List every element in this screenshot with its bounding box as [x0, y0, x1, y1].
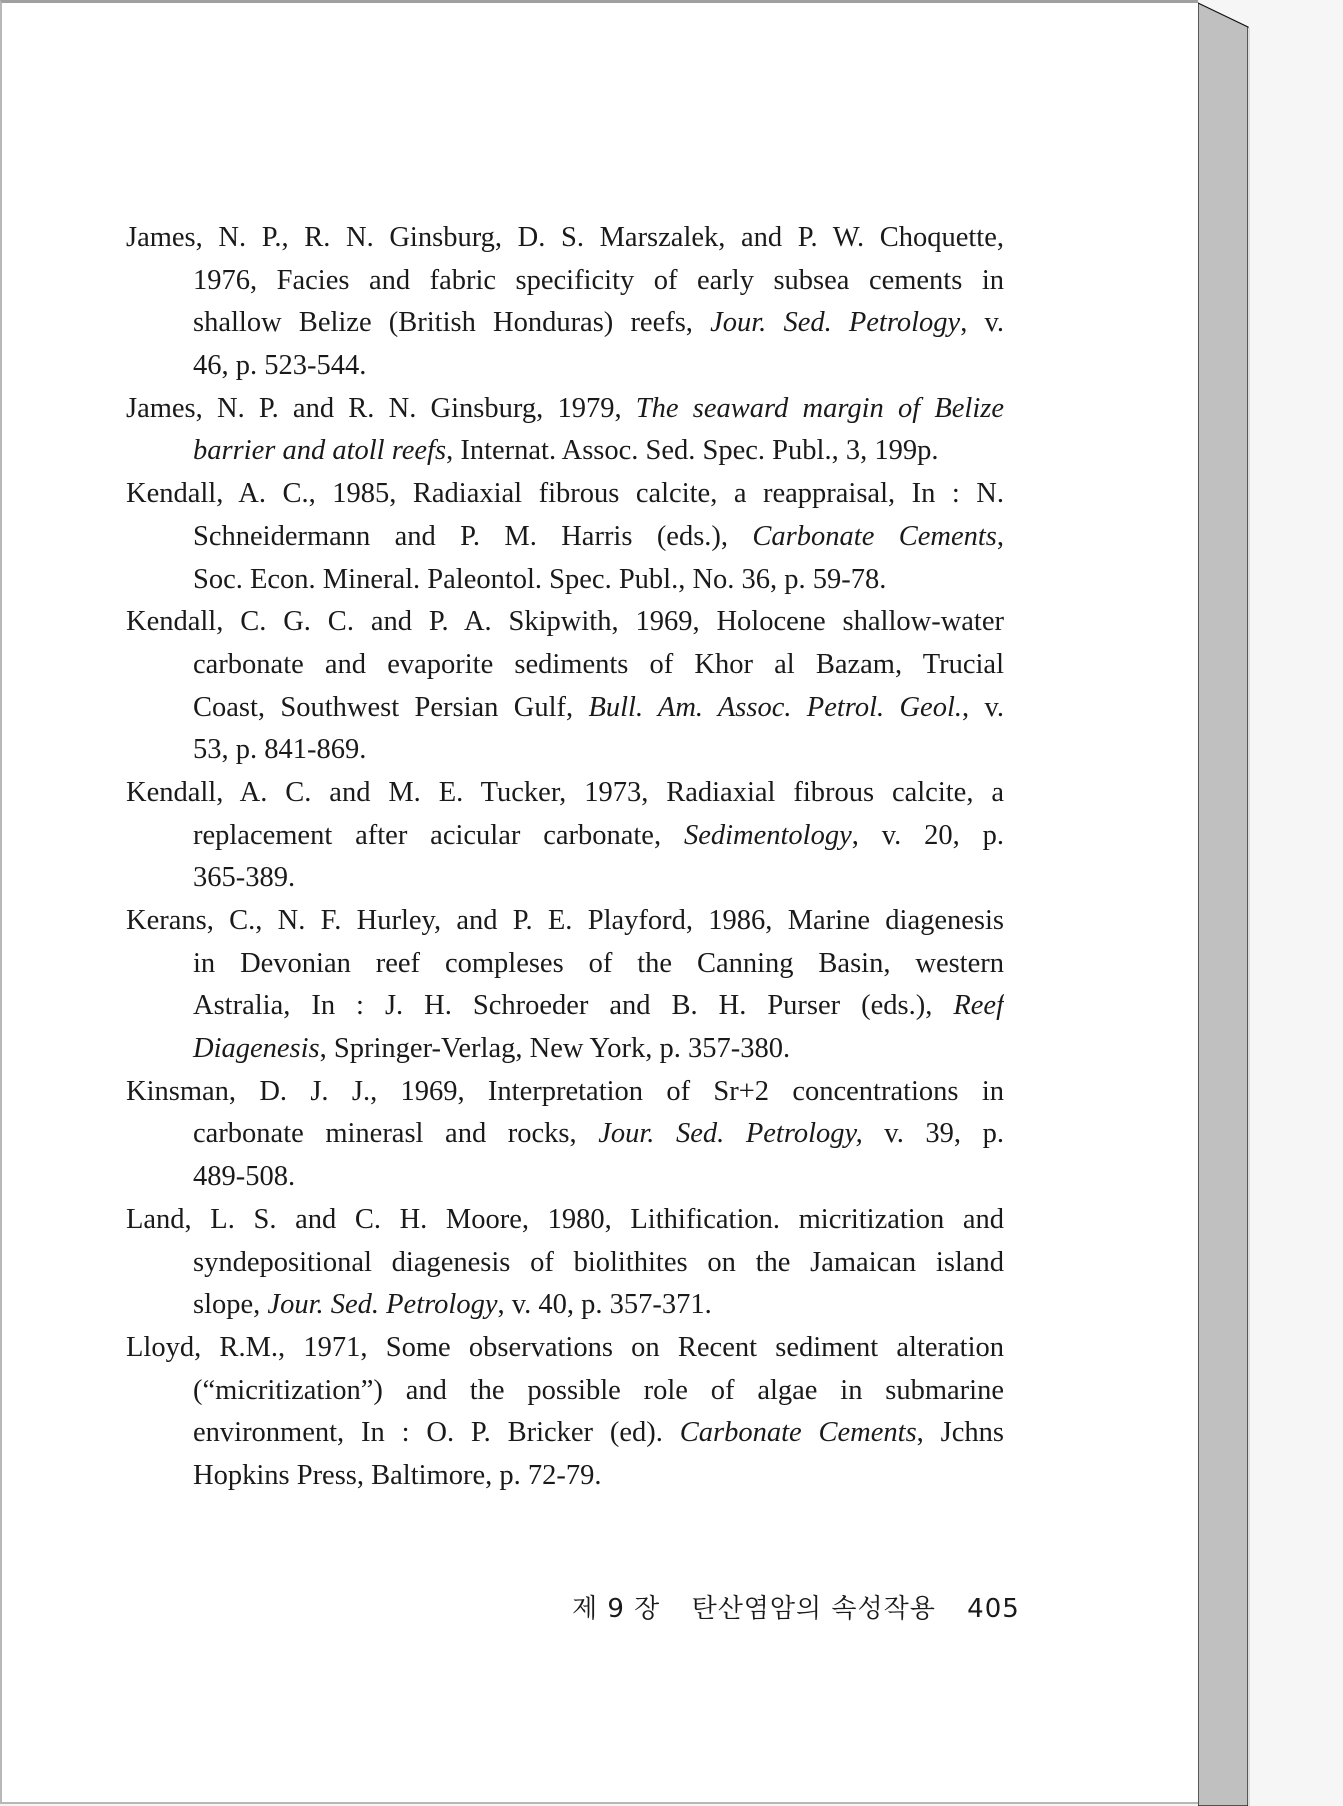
reference-text: (“micritization”) and the possible role of algae in submarine [193, 1374, 1004, 1406]
reference-line [126, 815, 1004, 858]
reference-text: Kinsman, D. J. J., 1969, Interpretation of Sr+2 concentrations in [126, 1075, 1004, 1107]
reference-line [126, 900, 1004, 943]
reference-line [126, 1242, 1004, 1285]
reference-text: , v. [960, 307, 1004, 339]
reference-text: in Devonian reef compleses of the Canning Basin, western [193, 947, 1004, 979]
reference-text: Kendall, C. G. C. and P. A. Skipwith, 1969, Holocene shallow-water [126, 606, 1004, 638]
reference-line [126, 345, 1004, 388]
reference-entry [126, 900, 1004, 1071]
italic-title: Diagenesis [193, 1033, 320, 1065]
reference-entry [126, 601, 1004, 772]
reference-text: , Internat. Assoc. Sed. Spec. Publ., 3, 199p. [446, 435, 939, 467]
reference-text: Astralia, In : J. H. Schroeder and B. H. Purser (eds.), [193, 990, 954, 1022]
italic-title: barrier and atoll reefs [193, 435, 447, 467]
reference-text: replacement after acicular carbonate, [193, 819, 684, 851]
reference-line [126, 644, 1004, 687]
page-edge-3d [1198, 0, 1258, 1806]
reference-line [126, 1071, 1004, 1114]
reference-line [126, 943, 1004, 986]
reference-text: 489-508. [193, 1161, 296, 1193]
reference-text: Schneidermann and P. M. Harris (eds.), [193, 520, 753, 552]
reference-text: 53, p. 841-869. [193, 734, 367, 766]
reference-text: Coast, Southwest Persian Gulf, [193, 691, 589, 723]
reference-line [126, 687, 1004, 730]
reference-line [126, 1327, 1004, 1370]
reference-line [126, 217, 1004, 260]
reference-text: Soc. Econ. Mineral. Paleontol. Spec. Publ., No. 36, p. 59-78. [193, 563, 887, 595]
reference-text: 365-389. [193, 862, 296, 894]
reference-line [126, 601, 1004, 644]
reference-line [126, 772, 1004, 815]
italic-title: Carbonate Cements [679, 1417, 917, 1449]
page-footer [572, 1588, 1042, 1625]
reference-line [126, 1370, 1004, 1413]
reference-line [126, 1412, 1004, 1455]
reference-text: Lloyd, R.M., 1971, Some observations on Recent sediment alteration [126, 1331, 1004, 1363]
reference-text: , Springer-Verlag, New York, p. 357-380. [319, 1033, 791, 1065]
reference-entry [126, 772, 1004, 900]
reference-text: slope, [193, 1289, 268, 1321]
reference-text: carbonate minerasl and rocks, [193, 1118, 599, 1150]
reference-line [126, 729, 1004, 772]
reference-text: 1976, Facies and fabric specificity of early subsea cements in [193, 264, 1004, 296]
reference-line [126, 260, 1004, 303]
reference-line [126, 430, 1004, 473]
italic-title: Jour. Sed. Petrology [710, 307, 961, 339]
chapter-title: 탄산염암의 속성작용 [691, 1594, 936, 1624]
reference-text: v. 39, p. [862, 1118, 1004, 1150]
reference-text: carbonate and evaporite sediments of Khor al Bazam, Trucial [193, 648, 1004, 680]
italic-title: The seaward margin of Belize [635, 392, 1004, 424]
reference-text: shallow Belize (British Honduras) reefs, [193, 307, 711, 339]
reference-text: , v. 40, p. 357-371. [497, 1289, 712, 1321]
reference-line [126, 1028, 1004, 1071]
reference-text: Hopkins Press, Baltimore, p. 72-79. [193, 1459, 602, 1491]
reference-text: , v. [962, 691, 1004, 723]
reference-text: Kendall, A. C. and M. E. Tucker, 1973, Radiaxial fibrous calcite, a [126, 776, 1004, 808]
reference-text: syndepositional diagenesis of biolithites on the Jamaican island [193, 1246, 1004, 1278]
reference-entry [126, 1199, 1004, 1327]
reference-text: , Jchns [916, 1417, 1004, 1449]
reference-line [126, 516, 1004, 559]
reference-line [126, 857, 1004, 900]
reference-line [126, 1199, 1004, 1242]
reference-text: Land, L. S. and C. H. Moore, 1980, Lithification. micritization and [126, 1203, 1004, 1235]
reference-entry [126, 1327, 1004, 1498]
reference-entry [126, 1071, 1004, 1199]
reference-text: Kerans, C., N. F. Hurley, and P. E. Playford, 1986, Marine diagenesis [126, 905, 1004, 936]
reference-entry [126, 388, 1004, 473]
reference-text: Kendall, A. C., 1985, Radiaxial fibrous calcite, a reappraisal, In : N. [126, 478, 1004, 510]
reference-text: , [996, 520, 1004, 552]
reference-line [126, 1284, 1004, 1327]
italic-title: Carbonate Cements [752, 520, 997, 552]
reference-text: environment, In : O. P. Bricker (ed). [193, 1417, 680, 1449]
reference-entry [126, 473, 1004, 601]
reference-text: , v. 20, p. [851, 819, 1004, 851]
reference-text: James, N. P. and R. N. Ginsburg, 1979, [126, 392, 636, 424]
reference-line [126, 1113, 1004, 1156]
reference-line [126, 985, 1004, 1028]
italic-title: Sedimentology [683, 819, 852, 851]
reference-line [126, 559, 1004, 602]
reference-text: James, N. P., R. N. Ginsburg, D. S. Marszalek, and P. W. Choquette, [126, 222, 1004, 253]
italic-title: Jour. Sed. Petrology, [598, 1118, 863, 1150]
italic-title: Reef [953, 990, 1004, 1022]
reference-list [126, 217, 1004, 1498]
italic-title: Bull. Am. Assoc. Petrol. Geol. [588, 691, 962, 723]
reference-entry [126, 217, 1004, 388]
page-number: 405 [967, 1594, 1020, 1624]
italic-title: Jour. Sed. Petrology [267, 1289, 498, 1321]
reference-line [126, 1156, 1004, 1199]
reference-line [126, 1455, 1004, 1498]
chapter-label: 제 9 장 [572, 1594, 661, 1624]
reference-line [126, 473, 1004, 516]
reference-line [126, 302, 1004, 345]
reference-line [126, 388, 1004, 431]
reference-text: 46, p. 523-544. [193, 350, 367, 382]
